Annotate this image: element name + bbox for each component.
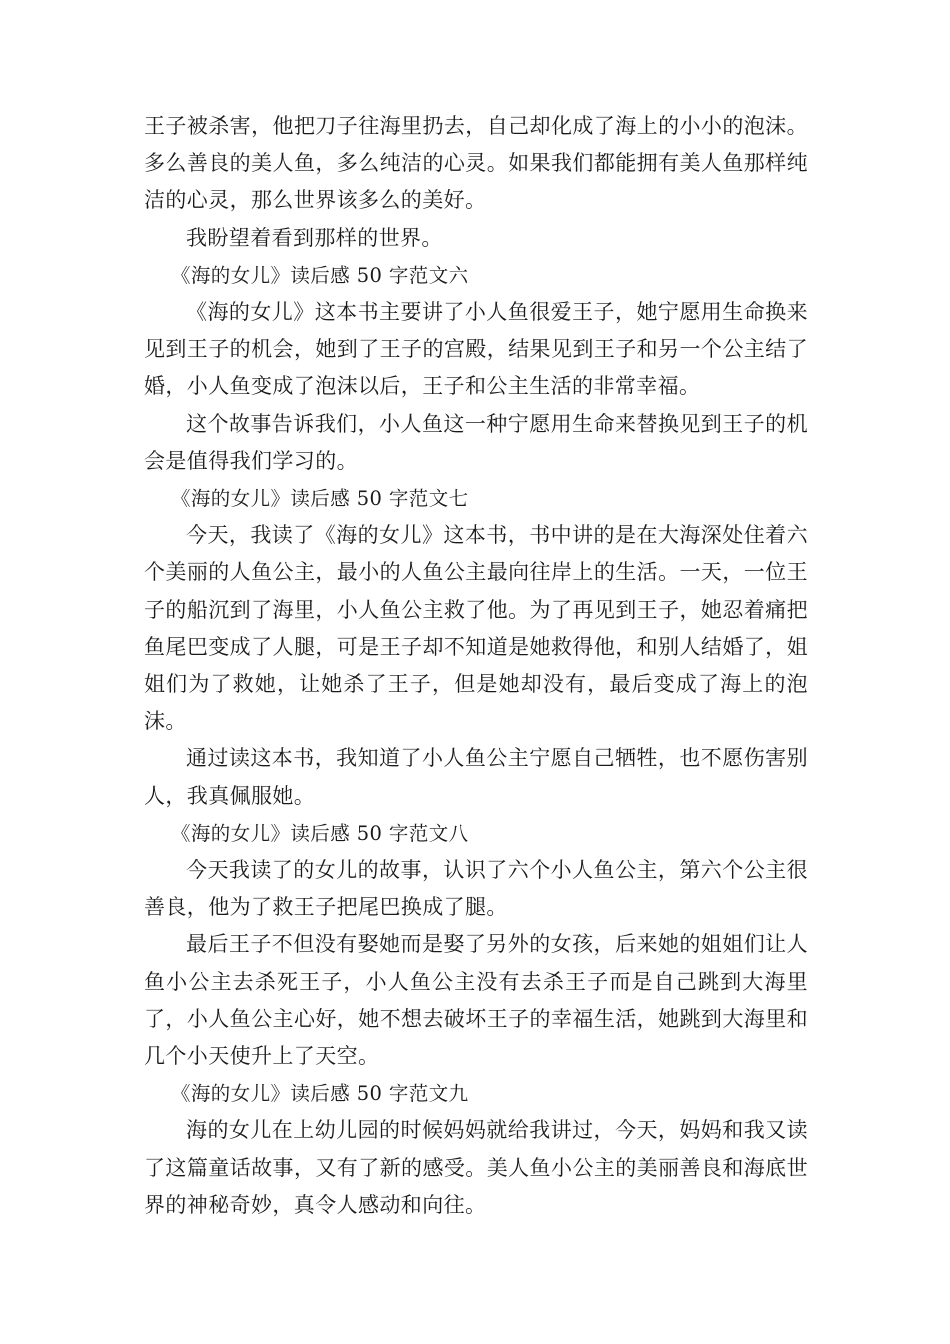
paragraph: 通过读这本书，我知道了小人鱼公主宁愿自己牺牲，也不愿伤害别人，我真佩服她。	[144, 746, 808, 808]
paragraph: 今天我读了的女儿的故事，认识了六个小人鱼公主，第六个公主很善良，他为了救王子把尾巴换成了腿。	[144, 858, 808, 920]
paragraph: 这个故事告诉我们，小人鱼这一种宁愿用生命来替换见到王子的机会是值得我们学习的。	[144, 411, 808, 473]
section-heading: 《海的女儿》读后感 50 字范文八	[171, 821, 469, 845]
paragraph: 《海的女儿》这本书主要讲了小人鱼很爱王子，她宁愿用生命换来见到王子的机会，她到了王子的宫殿，结果见到王子和另一个公主结了婚，小人鱼变成了泡沫以后，王子和公主生活的非常幸福。	[144, 300, 808, 399]
section-heading: 《海的女儿》读后感 50 字范文六	[171, 263, 469, 287]
paragraph: 海的女儿在上幼儿园的时候妈妈就给我讲过，今天，妈妈和我又读了这篇童话故事，又有了新的感受。美人鱼小公主的美丽善良和海底世界的神秘奇妙，真令人感动和向往。	[144, 1118, 808, 1217]
paragraph: 我盼望着看到那样的世界。	[186, 225, 443, 250]
paragraph: 最后王子不但没有娶她而是娶了另外的女孩，后来她的姐姐们让人鱼小公主去杀死王子，小人鱼公主没有去杀王子而是自己跳到大海里了，小人鱼公主心好，她不想去破坏王子的幸福生活，她跳到大海里和几个小天使升上了天空。	[144, 932, 808, 1069]
document-page	[144, 108, 808, 1224]
section-heading: 《海的女儿》读后感 50 字范文九	[171, 1082, 469, 1106]
paragraph: 今天，我读了《海的女儿》这本书，书中讲的是在大海深处住着六个美丽的人鱼公主，最小的人鱼公主最向往岸上的生活。一天，一位王子的船沉到了海里，小人鱼公主救了他。为了再见到王子，她忍着痛把鱼尾巴变成了人腿，可是王子却不知道是她救得他，和别人结婚了，姐姐们为了救她，让她杀了王子，但是她却没有，最后变成了海上的泡沫。	[144, 523, 808, 734]
paragraph-continued: 王子被杀害，他把刀子往海里扔去，自己却化成了海上的小小的泡沫。多么善良的美人鱼，多么纯洁的心灵。如果我们都能拥有美人鱼那样纯洁的心灵，那么世界该多么的美好。	[144, 114, 808, 213]
section-heading: 《海的女儿》读后感 50 字范文七	[171, 487, 469, 511]
